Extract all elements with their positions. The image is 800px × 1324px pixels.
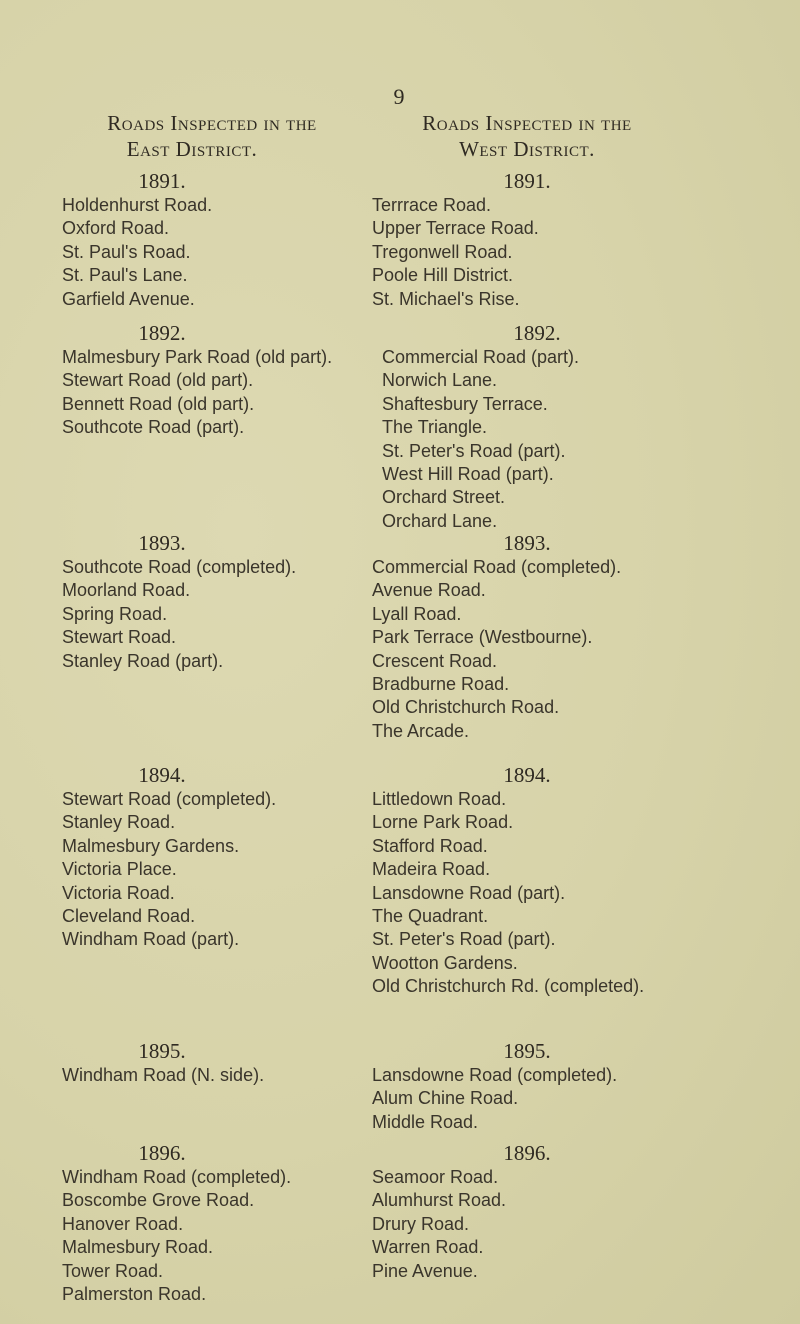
west-road: Terrrace Road. (372, 195, 492, 215)
east-year: 1892. (138, 321, 186, 345)
east-section-1891 (62, 168, 262, 311)
east-road: Cleveland Road. (62, 906, 196, 927)
east-road: Stewart Road (completed). (62, 789, 277, 809)
east-road: Southcote Road (completed). (62, 557, 297, 577)
west-road: Commercial Road (completed). (372, 557, 622, 577)
west-road: Lorne Park Road. (372, 812, 514, 833)
east-road: Windham Road (part). (62, 929, 240, 950)
east-district-column (62, 110, 392, 1305)
east-heading-line1: Roads Inspected in the (107, 111, 317, 135)
west-road: Poole Hill District. (372, 265, 514, 286)
east-road: Windham Road (completed). (62, 1167, 292, 1187)
west-road: Stafford Road. (372, 835, 488, 856)
east-road: Malmesbury Park Road (old part). (62, 347, 333, 367)
west-road: Old Christchurch Road. (372, 697, 560, 718)
east-road: Malmesbury Road. (62, 1237, 214, 1258)
west-year: 1891. (503, 169, 551, 193)
west-section-1893 (372, 530, 682, 743)
east-road: Holdenhurst Road. (62, 195, 213, 215)
east-road: Stewart Road. (62, 627, 177, 648)
west-year: 1892. (513, 321, 561, 345)
east-road: Victoria Road. (62, 882, 175, 903)
west-road: Bradburne Road. (372, 674, 510, 695)
west-heading-line1: Roads Inspected in the (422, 111, 632, 135)
west-road: Old Christchurch Rd. (completed). (372, 976, 645, 997)
west-road: Warren Road. (372, 1237, 484, 1258)
west-road: The Triangle. (382, 417, 488, 438)
west-section-1894 (372, 762, 682, 999)
west-section-1896 (372, 1140, 682, 1283)
west-year: 1893. (503, 531, 551, 555)
west-road: Shaftesbury Terrace. (382, 393, 548, 414)
west-road: Wootton Gardens. (372, 952, 518, 973)
west-year: 1895. (503, 1039, 551, 1063)
west-road: The Arcade. (372, 720, 470, 741)
west-road: The Quadrant. (372, 906, 489, 927)
west-road: Alum Chine Road. (372, 1088, 519, 1109)
east-road: St. Paul's Lane. (62, 265, 188, 286)
page-number: 9 (393, 84, 405, 109)
east-road: Windham Road (N. side). (62, 1065, 265, 1085)
east-road: Victoria Place. (62, 859, 177, 880)
west-road: Norwich Lane. (382, 370, 498, 391)
west-road: Commercial Road (part). (382, 347, 580, 367)
east-section-1896 (62, 1140, 291, 1306)
east-section-1895 (62, 1038, 264, 1087)
west-road: St. Peter's Road (part). (372, 929, 556, 950)
west-road: Lansdowne Road (part). (372, 882, 566, 903)
west-road: St. Michael's Rise. (372, 288, 520, 309)
east-road: Spring Road. (62, 603, 168, 624)
east-section-1894 (62, 762, 276, 952)
west-heading (372, 110, 792, 162)
west-road: Drury Road. (372, 1213, 470, 1234)
west-road: Alumhurst Road. (372, 1190, 507, 1211)
east-section-1892 (62, 320, 332, 440)
west-road: Tregonwell Road. (372, 241, 513, 262)
east-road: Garfield Avenue. (62, 288, 195, 309)
east-heading (62, 110, 392, 162)
west-road: Madeira Road. (372, 859, 491, 880)
west-heading-line2: West District. (459, 137, 595, 161)
east-year: 1894. (138, 763, 186, 787)
east-road: Stewart Road (old part). (62, 370, 254, 391)
west-road: Lyall Road. (372, 603, 462, 624)
east-year: 1891. (138, 169, 186, 193)
west-road: Lansdowne Road (completed). (372, 1065, 618, 1085)
east-road: Boscombe Grove Road. (62, 1190, 255, 1211)
west-road: Orchard Lane. (382, 510, 498, 531)
west-road: Pine Avenue. (372, 1260, 478, 1281)
west-road: Park Terrace (Westbourne). (372, 627, 593, 648)
east-road: Hanover Road. (62, 1213, 184, 1234)
east-road: Malmesbury Gardens. (62, 835, 240, 856)
east-road: St. Paul's Road. (62, 241, 191, 262)
west-district-column (372, 110, 792, 1281)
west-road: Middle Road. (372, 1111, 479, 1132)
east-year: 1895. (138, 1039, 186, 1063)
west-road: Littledown Road. (372, 789, 507, 809)
east-year: 1893. (138, 531, 186, 555)
west-road: Crescent Road. (372, 650, 498, 671)
west-road: Upper Terrace Road. (372, 218, 539, 239)
east-road: Moorland Road. (62, 580, 191, 601)
east-road: Tower Road. (62, 1260, 164, 1281)
east-road: Stanley Road (part). (62, 650, 224, 671)
west-year: 1896. (503, 1141, 551, 1165)
east-heading-line2: East District. (126, 137, 258, 161)
east-year: 1896. (138, 1141, 186, 1165)
west-road: Avenue Road. (372, 580, 486, 601)
east-road: Bennett Road (old part). (62, 393, 255, 414)
east-road: Stanley Road. (62, 812, 176, 833)
west-year: 1894. (503, 763, 551, 787)
west-section-1891 (372, 168, 682, 311)
east-road: Oxford Road. (62, 218, 170, 239)
west-road: West Hill Road (part). (382, 464, 554, 485)
east-road: Southcote Road (part). (62, 417, 245, 438)
east-road: Palmerston Road. (62, 1284, 207, 1305)
west-road: Seamoor Road. (372, 1167, 499, 1187)
west-road: Orchard Street. (382, 487, 506, 508)
west-section-1895 (372, 1038, 682, 1134)
west-road: St. Peter's Road (part). (382, 440, 566, 461)
east-section-1893 (62, 530, 296, 673)
west-section-1892 (382, 320, 692, 533)
